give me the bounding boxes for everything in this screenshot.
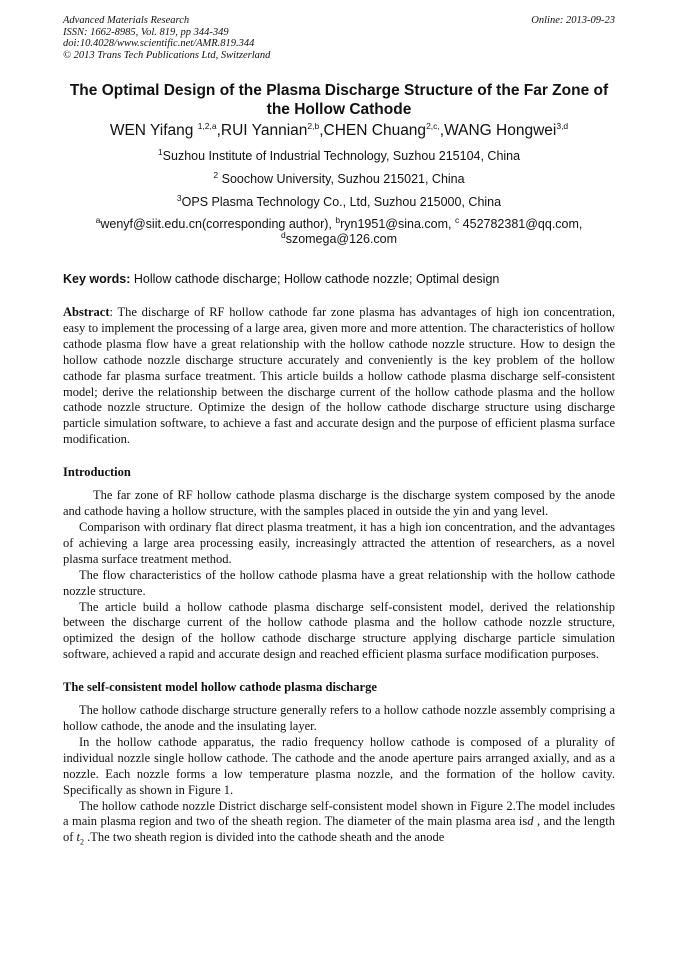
paragraph-with-math xyxy=(63,799,615,851)
keywords-text: Hollow cathode discharge; Hollow cathode nozzle; Optimal design xyxy=(130,272,500,286)
email-sup: b xyxy=(335,214,341,225)
paragraph-text: The hollow cathode nozzle District discharge self-consistent model shown in Figure 2.The model includes a main plasma region and two of the sheath region. The diameter of the main plasma area is xyxy=(63,798,615,829)
section-heading-introduction: Introduction xyxy=(63,465,131,480)
author-sup: 2,c, xyxy=(426,120,440,131)
author-separator: , xyxy=(439,122,445,139)
paper-title: The Optimal Design of the Plasma Discharge Structure of the Far Zone of the Hollow Cathode xyxy=(69,82,609,118)
paragraph-text: , and the length of xyxy=(63,814,615,845)
affiliation-sup: 2 xyxy=(213,169,219,180)
paragraph: The flow characteristics of the hollow cathode plasma have a great relationship with the hollow cathode nozzle structure. xyxy=(63,567,615,598)
online-date: Online: 2013-09-23 xyxy=(531,15,615,26)
abstract xyxy=(63,305,615,448)
section-heading-model: The self-consistent model hollow cathode plasma discharge xyxy=(63,680,377,695)
journal-doi: doi:10.4028/www.scientific.net/AMR.819.344 xyxy=(63,38,255,49)
author-list xyxy=(63,121,615,141)
affiliation-text: Suzhou Institute of Industrial Technology, Suzhou 215104, China xyxy=(162,149,521,163)
math-var-t: t xyxy=(76,830,81,845)
author-separator: , xyxy=(216,122,221,139)
keywords xyxy=(63,271,615,287)
author-sup: 1,2,a xyxy=(197,120,217,131)
author-sup: 2,b xyxy=(307,120,320,131)
author-name: CHEN Chuang xyxy=(323,122,427,139)
email-sup: d xyxy=(280,229,286,240)
email-sup: a xyxy=(95,214,101,225)
affiliation-sup: 1 xyxy=(157,146,163,157)
author-name: RUI Yannian xyxy=(220,122,308,139)
author-name: WEN Yifang xyxy=(109,122,198,139)
affiliation-text: Soochow University, Suzhou 215021, China xyxy=(218,172,465,186)
author-name: WANG Hongwei xyxy=(444,122,557,139)
abstract-text: : The discharge of RF hollow cathode far zone plasma has advantages of high ion concentration, easy to implement the processing of a large area, given more and more attention. The characteristics of hollow cathode plasma flow have a great relationship with the hollow cathode nozzle structure. How to design the hollow cathode nozzle discharge structure accurately and conveniently is the key problem of the hollow cathode far plasma surface treatment. This article builds a hollow cathode plasma discharge self-consistent model; derive the relationship between the discharge current of the hollow cathode plasma and the hollow cathode nozzle structure. Optimize the design of the hollow cathode discharge structure using discharge particle simulation software, to achieve a fast and accurate design and the purpose of efficient plasma surface modification. xyxy=(63,305,615,447)
email-link[interactable]: 452782381@qq.com, xyxy=(459,217,583,231)
journal-header xyxy=(63,0,615,61)
affiliation-3 xyxy=(63,192,615,210)
email-link[interactable]: wenyf@siit.edu.cn(corresponding author), xyxy=(100,217,336,231)
math-subscript: 2 xyxy=(80,837,85,847)
journal-name: Advanced Materials Research xyxy=(63,15,190,26)
email-sup: c xyxy=(454,214,460,225)
math-var-d: d xyxy=(527,814,534,829)
affiliation-1 xyxy=(63,146,615,164)
paragraph: In the hollow cathode apparatus, the radio frequency hollow cathode is composed of a plurality of individual nozzle single hollow cathode. The cathode and the anode aperture pairs arranged axially, and as a nozzle. Each nozzle forms a low temperature plasma nozzle, and the formation of the hollow cavity. Specifically as shown in Figure 1. xyxy=(63,734,615,797)
paragraph: The article build a hollow cathode plasma discharge self-consistent model, derived the relationship between the discharge current of the hollow cathode plasma and the hollow cathode nozzle structure, optimized the design of the hollow cathode discharge structure applying discharge particle simulation software, achieved a rapid and accurate design and reached efficient plasma surface modification purposes. xyxy=(63,599,615,662)
email-link[interactable]: ryn1951@sina.com, xyxy=(340,217,455,231)
author-emails xyxy=(63,214,615,247)
keywords-label: Key words: xyxy=(63,272,131,286)
email-link[interactable]: szomega@126.com xyxy=(285,232,398,246)
paragraph-text: .The two sheath region is divided into the cathode sheath and the anode xyxy=(84,830,445,845)
paragraph: Comparison with ordinary flat direct plasma treatment, it has a high ion concentration, and the advantages of achieving a large area processing easily, increasingly attracted the attention of researchers, as a novel plasma surface treatment method. xyxy=(63,519,615,566)
paragraph: The hollow cathode discharge structure generally refers to a hollow cathode nozzle assembly comprising a hollow cathode, the anode and the insulating layer. xyxy=(63,703,615,734)
affiliation-text: OPS Plasma Technology Co., Ltd, Suzhou 215000, China xyxy=(181,195,502,209)
author-sup: 3,d xyxy=(556,120,569,131)
abstract-label: Abstract xyxy=(63,305,110,319)
affiliation-sup: 3 xyxy=(176,192,182,203)
journal-issn: ISSN: 1662-8985, Vol. 819, pp 344-349 xyxy=(63,26,229,38)
affiliation-2 xyxy=(63,169,615,187)
paragraph: The far zone of RF hollow cathode plasma discharge is the discharge system composed by the anode and cathode having a hollow structure, with the samples placed in outside the yin and yang level. xyxy=(63,488,615,519)
author-separator: , xyxy=(319,122,324,139)
journal-copyright: © 2013 Trans Tech Publications Ltd, Switzerland xyxy=(63,49,271,61)
